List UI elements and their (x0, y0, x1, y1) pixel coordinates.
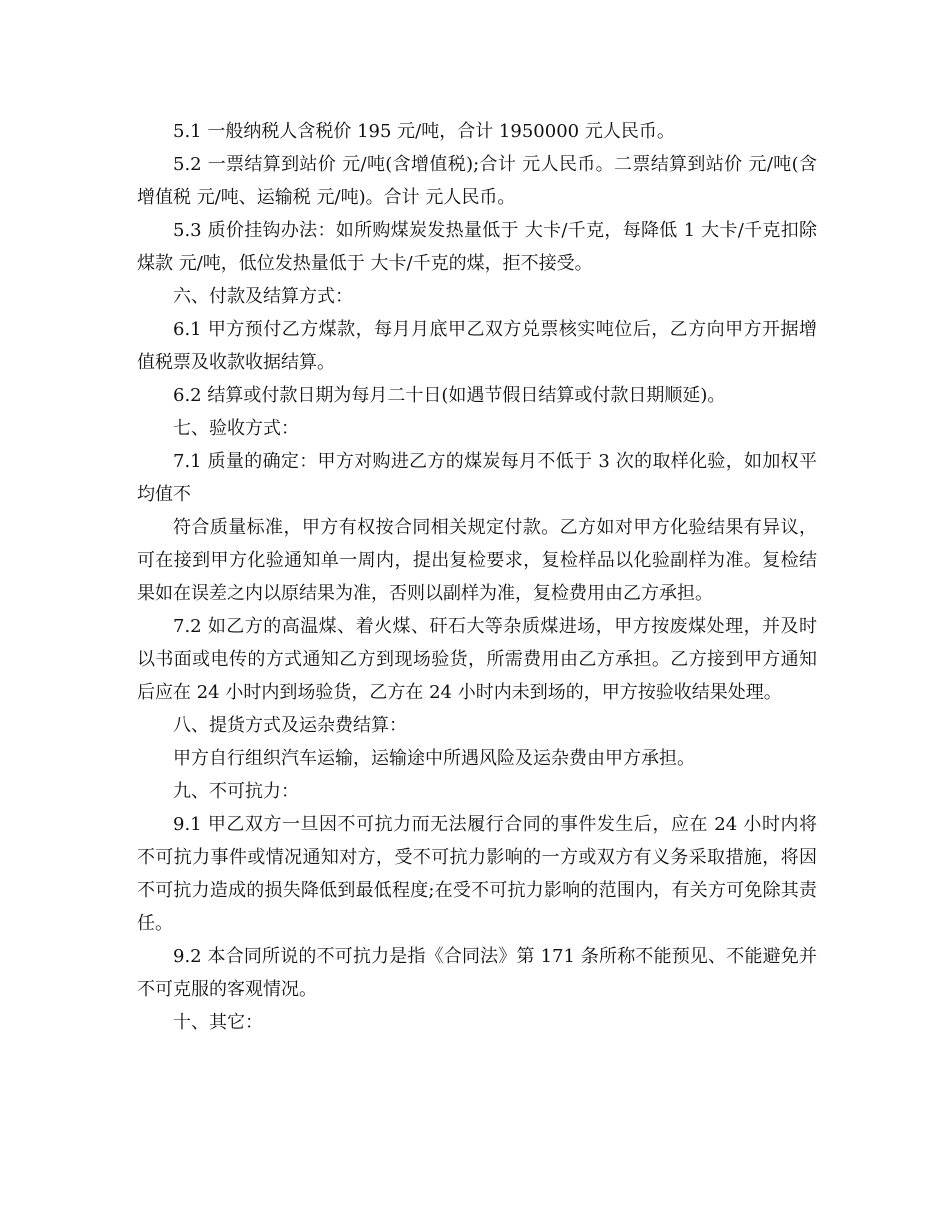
clause-6-2: 6.2 结算或付款日期为每月二十日(如遇节假日结算或付款日期顺延)。 (173, 385, 726, 406)
clause-9-1: 9.1 甲乙双方一旦因不可抗力而无法履行合同的事件发生后，应在 24 小时内将不可抗力事件或情况通知对方，受不可抗力影响的一方或双方有义务采取措施，将因不可抗力造成的损失降低到最低程度;在受不可抗力影响的范围内，有关方可免除其责任。 (137, 814, 817, 934)
clause-5-3: 5.3 质价挂钩办法：如所购煤炭发热量低于 大卡/千克，每降低 1 大卡/千克扣除煤款 元/吨，低位发热量低于 大卡/千克的煤，拒不接受。 (137, 220, 817, 274)
clause-6-1: 6.1 甲方预付乙方煤款，每月月底甲乙双方兑票核实吨位后，乙方向甲方开据增值税票及收款收据结算。 (137, 319, 817, 373)
clause-7-1-continued: 符合质量标准，甲方有权按合同相关规定付款。乙方如对甲方化验结果有异议，可在接到甲方化验通知单一周内，提出复检要求，复检样品以化验副样为准。复检结果如在误差之内以原结果为准，否则以副样为准，复检费用由乙方承担。 (137, 517, 817, 604)
section-heading-acceptance: 七、验收方式： (173, 418, 299, 439)
clause-9-2: 9.2 本合同所说的不可抗力是指《合同法》第 171 条所称不能预见、不能避免并不可克服的客观情况。 (137, 946, 817, 1000)
section-heading-delivery: 八、提货方式及运杂费结算： (173, 715, 407, 736)
clause-5-2: 5.2 一票结算到站价 元/吨(含增值税);合计 元人民币。二票结算到站价 元/吨(含增值税 元/吨、运输税 元/吨)。合计 元人民币。 (137, 154, 817, 208)
section-heading-payment: 六、付款及结算方式： (173, 286, 353, 307)
clause-5-1: 5.1 一般纳税人含税价 195 元/吨，合计 1950000 元人民币。 (173, 121, 675, 142)
clause-delivery-text: 甲方自行组织汽车运输，运输途中所遇风险及运杂费由甲方承担。 (173, 748, 695, 769)
section-heading-other: 十、其它： (173, 1012, 263, 1033)
section-heading-force-majeure: 九、不可抗力： (173, 781, 299, 802)
clause-7-1: 7.1 质量的确定：甲方对购进乙方的煤炭每月不低于 3 次的取样化验，如加权平均值不 (137, 451, 817, 505)
document-body (137, 115, 817, 1039)
clause-7-2: 7.2 如乙方的高温煤、着火煤、矸石大等杂质煤进场，甲方按废煤处理，并及时以书面或电传的方式通知乙方到现场验货，所需费用由乙方承担。乙方接到甲方通知后应在 24 小时内到场验货，乙方在 24 小时内未到场的，甲方按验收结果处理。 (137, 616, 817, 703)
